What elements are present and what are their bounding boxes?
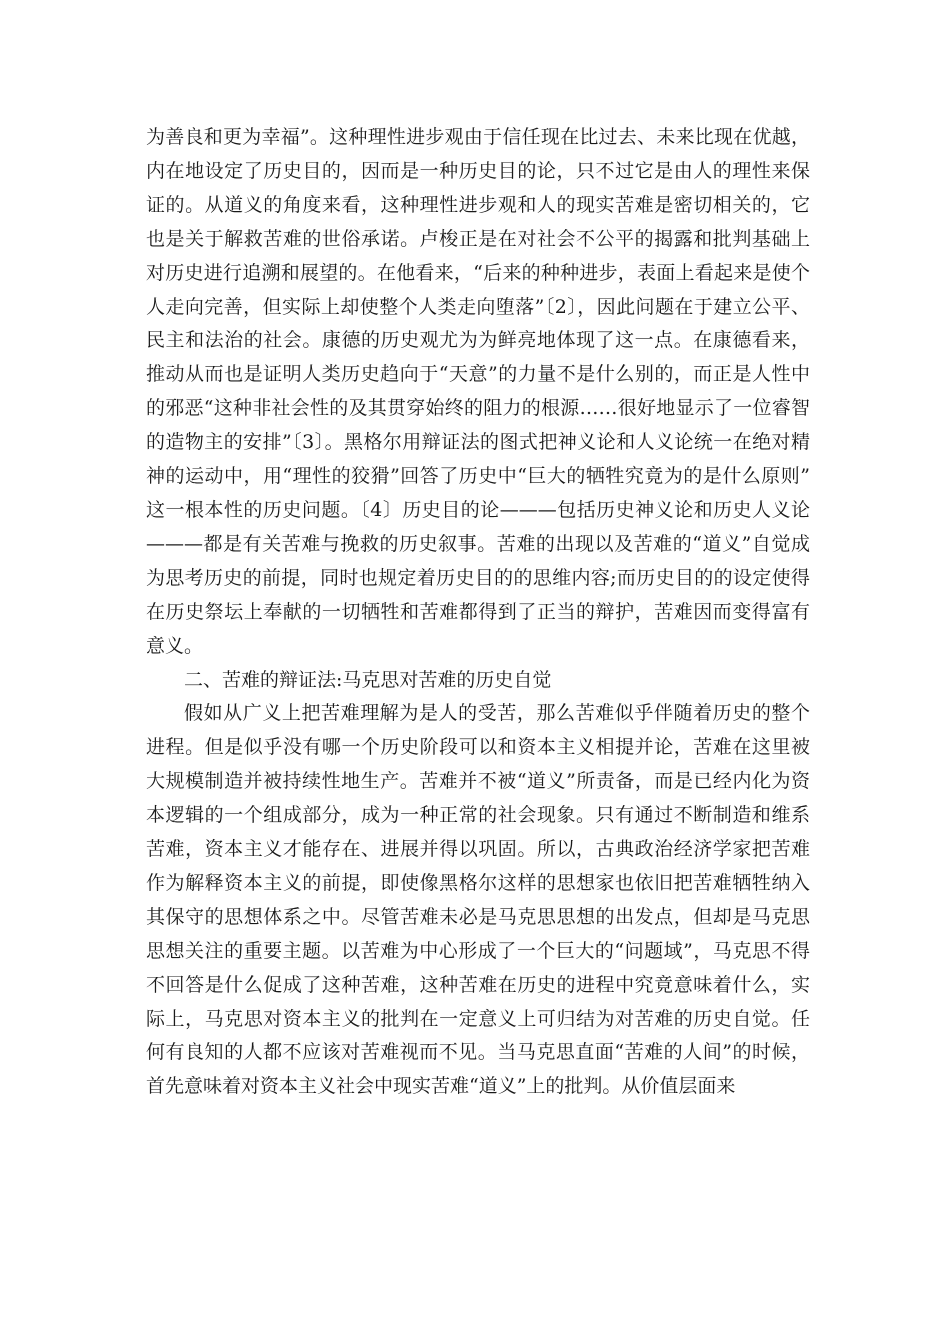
body-paragraph: 假如从广义上把苦难理解为是人的受苦，那么苦难似乎伴随着历史的整个进程。但是似乎没有哪一个历史阶段可以和资本主义相提并论，苦难在这里被大规模制造并被持续性地生产。苦难并不被“道义”所责备，而是已经内化为资本逻辑的一个组成部分，成为一种正常的社会现象。只有通过不断制造和维系苦难，资本主义才能存在、进展并得以巩固。所以，古典政治经济学家把苦难作为解释资本主义的前提，即使像黑格尔这样的思想家也依旧把苦难牺牲纳入其保守的思想体系之中。尽管苦难未必是马克思思想的出发点，但却是马克思思想关注的重要主题。以苦难为中心形成了一个巨大的“问题域”，马克思不得不回答是什么促成了这种苦难，这种苦难在历史的进程中究竟意味着什么，实际上，马克思对资本主义的批判在一定意义上可归结为对苦难的历史自觉。任何有良知的人都不应该对苦难视而不见。当马克思直面“苦难的人间”的时候，首先意味着对资本主义社会中现实苦难“道义”上的批判。从价值层面来 [146, 702, 810, 1098]
section-heading: 二、苦难的辩证法:马克思对苦难的历史自觉 [184, 668, 552, 691]
body-paragraph-continued: 为善良和更为幸福”。这种理性进步观由于信任现在比过去、未来比现在优越，内在地设定了历史目的，因而是一种历史目的论，只不过它是由人的理性来保证的。从道义的角度来看，这种理性进步观和人的现实苦难是密切相关的，它也是关于解救苦难的世俗承诺。卢梭正是在对社会不公平的揭露和批判基础上对历史进行追溯和展望的。在他看来，“后来的种种进步，表面上看起来是使个人走向完善，但实际上却使整个人类走向堕落”〔2〕，因此问题在于建立公平、民主和法治的社会。康德的历史观尤为为鲜亮地体现了这一点。在康德看来，推动从而也是证明人类历史趋向于“天意”的力量不是什么别的，而正是人性中的邪恶“这种非社会性的及其贯穿始终的阻力的根源……很好地显示了一位睿智的造物主的安排”〔3〕。黑格尔用辩证法的图式把神义论和人义论统一在绝对精神的运动中，用“理性的狡猾”回答了历史中“巨大的牺牲究竟为的是什么原则”这一根本性的历史问题。〔4〕历史目的论———包括历史神义论和历史人义论———都是有关苦难与挽救的历史叙事。苦难的出现以及苦难的“道义”自觉成为思考历史的前提，同时也规定着历史目的的思维内容;而历史目的的设定使得在历史祭坛上奉献的一切牺牲和苦难都得到了正当的辩护，苦难因而变得富有意义。 [146, 126, 810, 657]
